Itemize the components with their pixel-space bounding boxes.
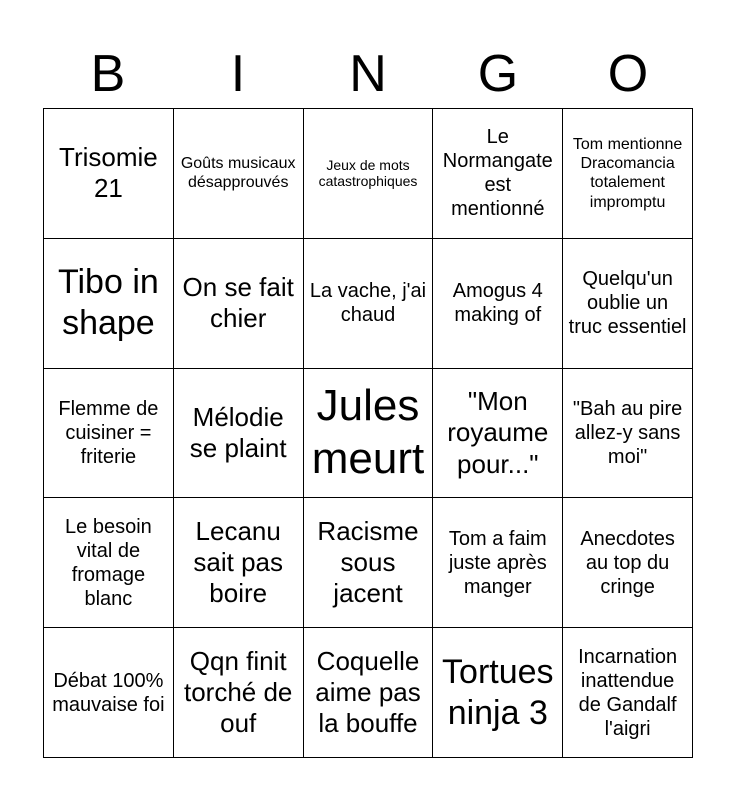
bingo-cell[interactable]: "Mon royaume pour..." <box>433 369 563 499</box>
header-letter-i: I <box>230 45 246 103</box>
bingo-cell[interactable]: Coquelle aime pas la bouffe <box>304 628 434 758</box>
bingo-cell[interactable]: Incarnation inattendue de Gandalf l'aigri <box>563 628 693 758</box>
bingo-cell[interactable]: Anecdotes au top du cringe <box>563 498 693 628</box>
header-letter-o: O <box>607 45 649 103</box>
bingo-cell-center[interactable]: Jules meurt <box>304 369 434 499</box>
bingo-cell[interactable]: "Bah au pire allez-y sans moi" <box>563 369 693 499</box>
bingo-header <box>43 40 693 108</box>
bingo-cell[interactable]: Tom mentionne Dracomancia totalement impromptu <box>563 109 693 239</box>
bingo-cell[interactable]: Jeux de mots catastrophiques <box>304 109 434 239</box>
header-letter-n: N <box>349 45 387 103</box>
bingo-cell[interactable]: Amogus 4 making of <box>433 239 563 369</box>
header-letter-g: G <box>477 45 519 103</box>
bingo-cell[interactable]: Mélodie se plaint <box>174 369 304 499</box>
header-letter-b: B <box>90 45 126 103</box>
bingo-cell[interactable]: Le besoin vital de fromage blanc <box>44 498 174 628</box>
bingo-cell[interactable]: On se fait chier <box>174 239 304 369</box>
bingo-cell[interactable]: Tortues ninja 3 <box>433 628 563 758</box>
bingo-cell[interactable]: Lecanu sait pas boire <box>174 498 304 628</box>
bingo-grid <box>43 108 693 758</box>
bingo-cell[interactable]: Le Normangate est mentionné <box>433 109 563 239</box>
bingo-cell[interactable]: Tibo in shape <box>44 239 174 369</box>
bingo-cell[interactable]: Qqn finit torché de ouf <box>174 628 304 758</box>
bingo-cell[interactable]: Trisomie 21 <box>44 109 174 239</box>
bingo-cell[interactable]: Quelqu'un oublie un truc essentiel <box>563 239 693 369</box>
bingo-cell[interactable]: Flemme de cuisiner = friterie <box>44 369 174 499</box>
bingo-cell[interactable]: Racisme sous jacent <box>304 498 434 628</box>
bingo-cell[interactable]: Débat 100% mauvaise foi <box>44 628 174 758</box>
bingo-cell[interactable]: Tom a faim juste après manger <box>433 498 563 628</box>
bingo-cell[interactable]: Goûts musicaux désapprouvés <box>174 109 304 239</box>
bingo-cell[interactable]: La vache, j'ai chaud <box>304 239 434 369</box>
